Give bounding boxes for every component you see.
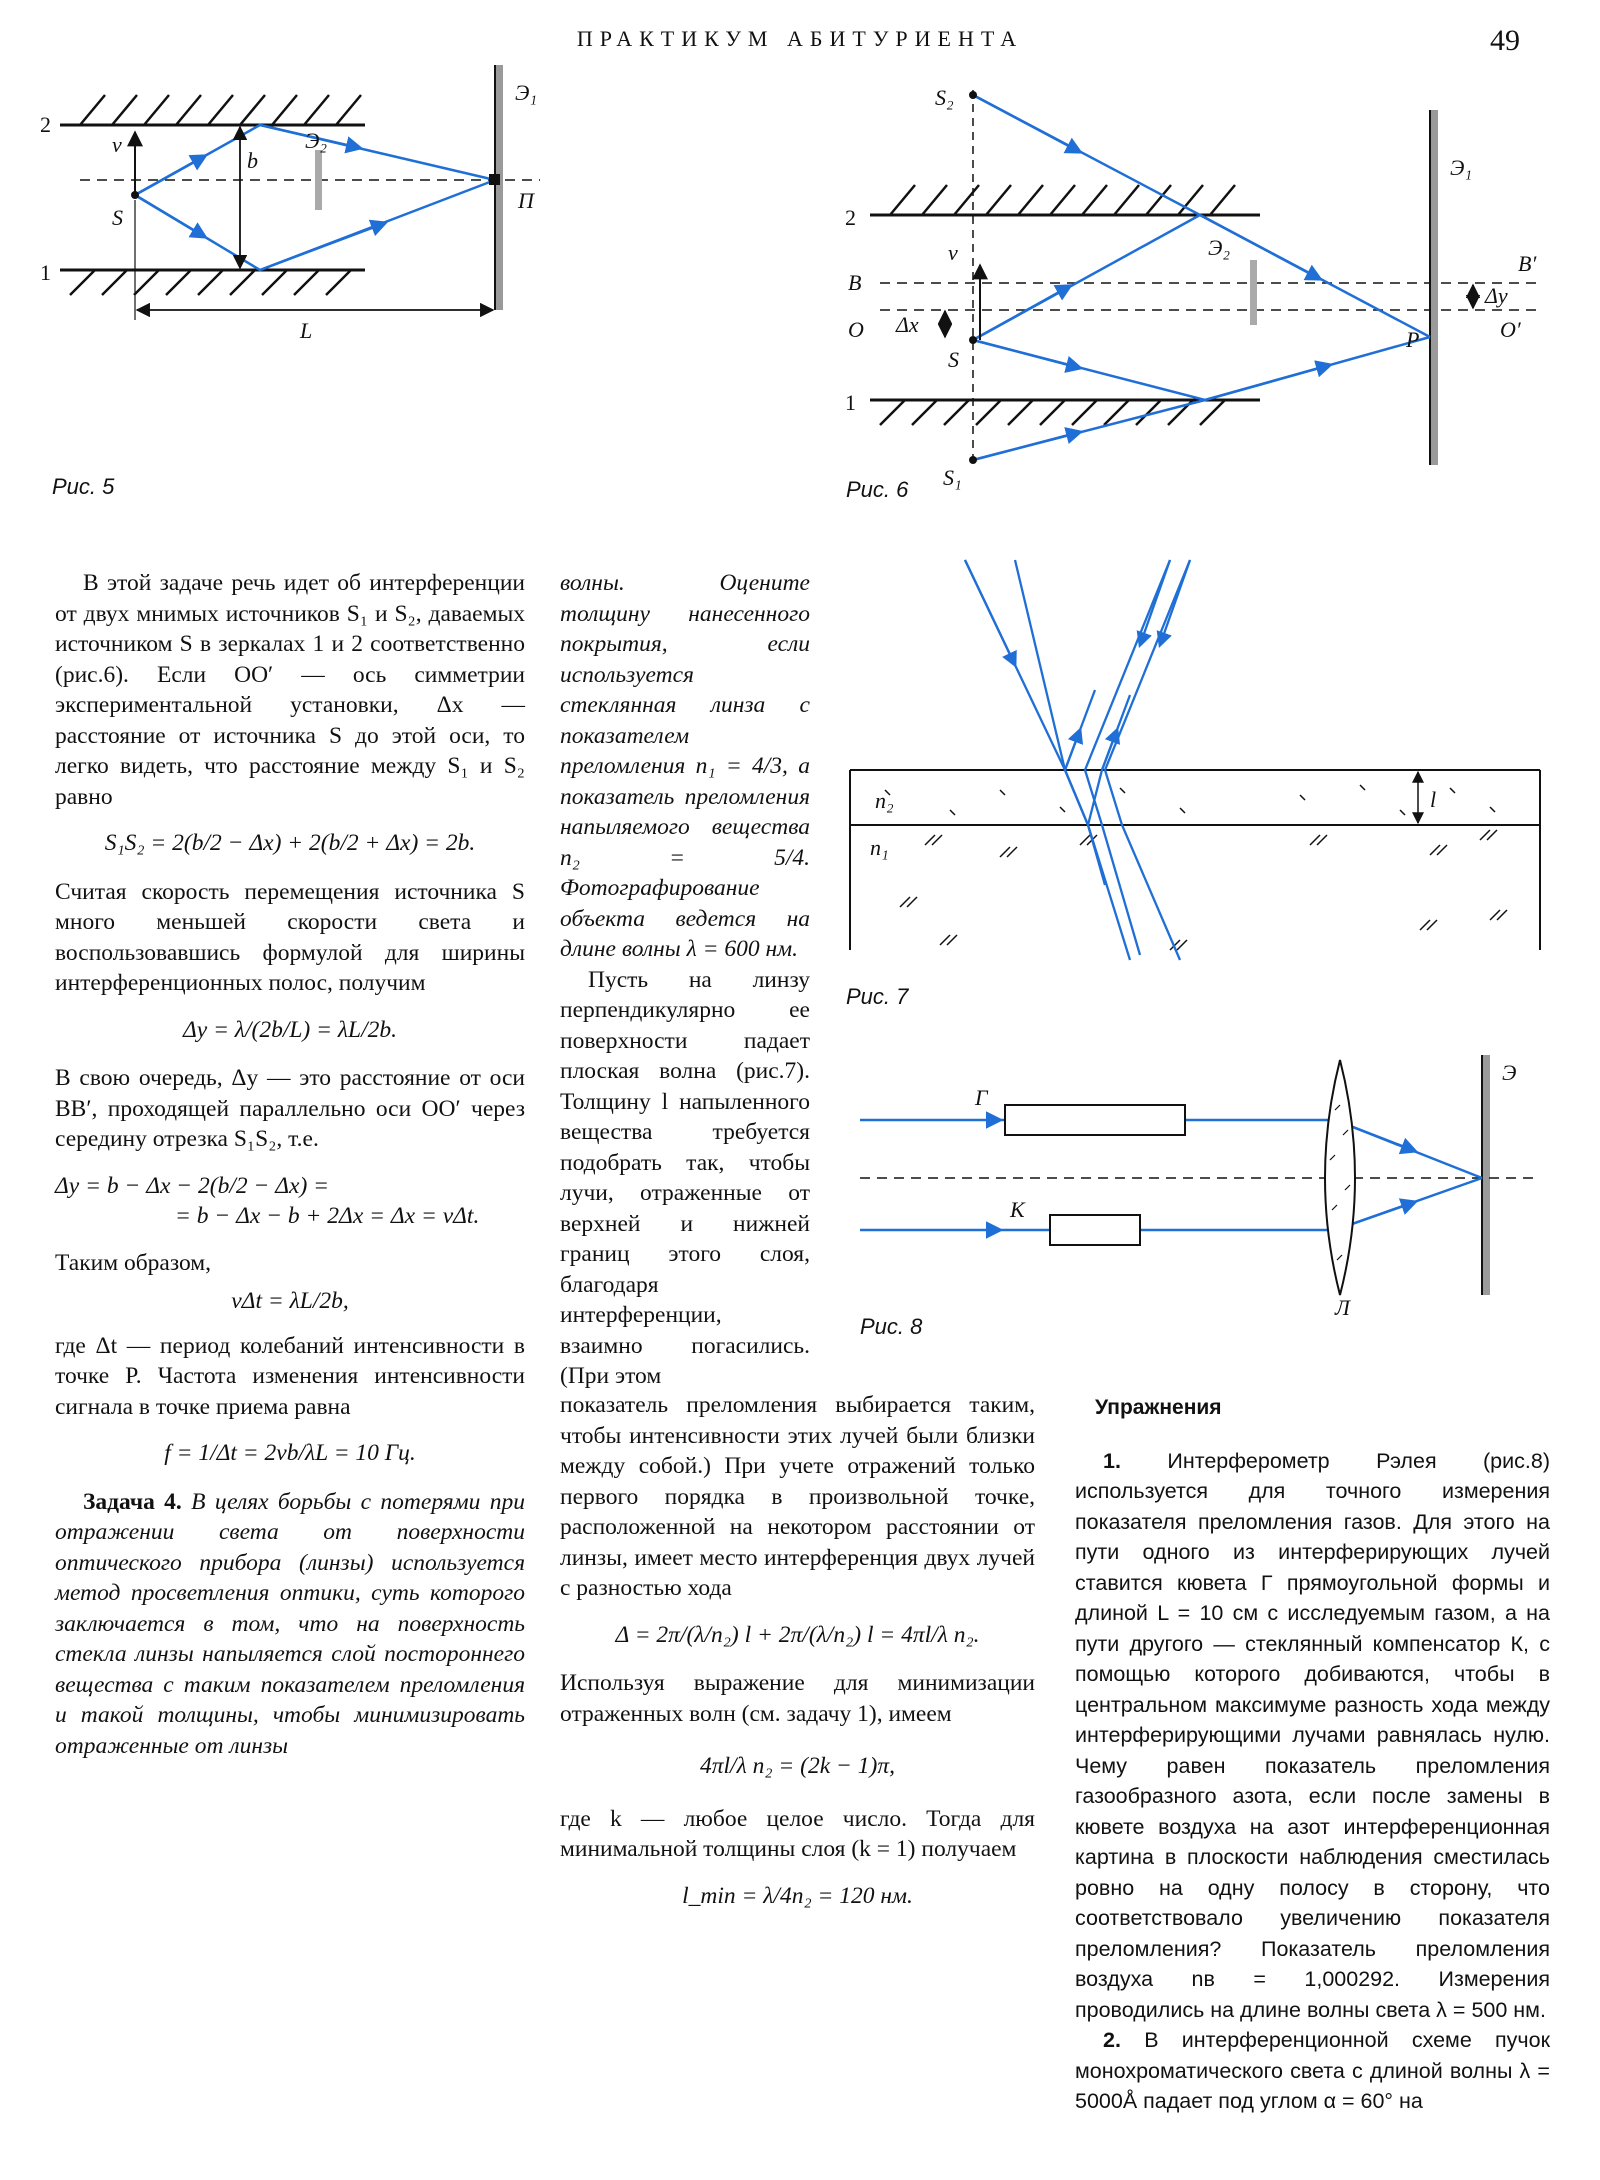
compensator-k [1050,1215,1140,1245]
exercise-1-text: Интерферометр Рэлея (рис.8) используется для точного измерения показателя преломления газов. Для этого на пути одного из интерферирующих лучей ставится кювета Г прямоугольной формы и длиной L = 10 см с исследуемым газом, а на пути другого — стеклянный компенсатор К, с помощью которого добиваются, чтобы в центральном максимуме разность хода между интерферирующими лучами равнялась нулю. Чему равен показатель преломления газообразного азота, если после замены в кювете воздуха на азот интерференционная картина в плоскости наблюдения сместилась ровно на одну полосу в сторону, что соответствовало увеличению показателя преломления? Показатель преломления воздуха nв = 1,000292. Измерения проводились на длине волны света λ = 500 нм. [1075,1448,1550,2022]
fig6-label-o: O [848,317,864,342]
fig5-label-s: S [112,205,123,230]
fig8-label-lens: Л [1335,1295,1350,1320]
caption-fig7: Рис. 7 [846,984,909,1009]
fig6-label-p: P [1406,327,1420,352]
figure-8 [840,1050,1560,1340]
task4-text: В целях борьбы с потерями при отражении света от поверхности оптического прибора (линзы) используется метод просветления оптики, суть которого заключается в том, что на поверхность стекла линзы напыляется слой постороннего вещества с таким показателем преломления и такой толщины, чтобы минимизировать отраженные от линзы [55,1488,526,1759]
fig6-label-s1: S₁ [943,465,962,490]
fig6-label-dy: Δy [1485,283,1508,308]
col1-equation-5: f = 1/Δt = 2vb/λL = 10 Гц. [164,1440,416,1466]
fig5-label-l: L [300,318,313,343]
fig5-label-e1: Э₁ [515,80,538,105]
fig6-label-v: v [948,240,958,265]
figure-7 [840,545,1560,965]
fig7-label-l: l [1430,787,1437,812]
fig7-label-n2: n₂ [875,788,894,813]
fig5-label-e2: Э₂ [305,128,328,153]
col1-paragraph-2: Считая скорость перемещения источника S много меньшей скорости света и воспользовавшись формулой для ширины интерференционных полос, получим [55,878,525,996]
fig8-label-k: К [1010,1197,1025,1222]
col2-equation-3: l_min = λ/4n₂ = 120 нм. [682,1882,913,1909]
col1-equation-1: S₁S₂ = 2(b/2 − Δx) + 2(b/2 + Δx) = 2b. [104,830,476,856]
screen-e1 [495,65,503,310]
point-p [489,174,500,185]
fig6-label-s2: S₂ [935,85,954,110]
col2-paragraph-2a: Пусть на линзу перпендикулярно ее поверхности падает плоская волна (рис.7). Толщину l напыленного вещества требуется подобрать так, чтобы лучи, отраженные от верхней и нижней границ этого слоя, благодаря интерференции, взаимно погасились. (При этом [560,966,810,1389]
col2-paragraph-2b: показатель преломления выбирается таким, чтобы интенсивности этих лучей были близки между собой.) При учете отражений только первого порядка в произвольной точке, расположенной на некотором расстоянии от линзы, имеет место интерференция двух лучей с разностью хода [560,1392,1035,1601]
col2-paragraph-3: Используя выражение для минимизации отраженных волн (см. задачу 1), имеем [560,1670,1035,1727]
fig6-label-e1: Э₁ [1450,155,1473,180]
fig8-label-g: Г [975,1085,988,1110]
col1-equation-2: Δy = λ/(2b/L) = λL/2b. [182,1016,398,1043]
fig8-label-e: Э [1502,1060,1517,1085]
column-3 [1075,1385,1550,2117]
caption-fig6: Рис. 6 [846,477,909,502]
fig5-label-b: b [247,148,258,173]
fig5-label-2: 2 [40,112,51,137]
caption-fig5: Рис. 5 [52,474,115,499]
fig6-label-e2: Э₂ [1208,235,1231,260]
task4-label: Задача 4. [83,1488,182,1515]
fig7-label-n1: n₁ [870,835,889,860]
exercise-1-number: 1. [1103,1448,1121,1473]
col2-equation-2: 4πl/λ n₂ = (2k − 1)π, [700,1753,895,1779]
col2-paragraph-1: волны. Оцените толщину нанесенного покрытия, если используется стеклянная линза с показателем преломления n₁ = 4/3, а показатель преломления напыляемого вещества n₂ = 5/4. Фотографирование объекта ведется на длине волны λ = 600 нм. [560,570,810,962]
running-header: ПРАКТИКУМ АБИТУРИЕНТА [576,26,1024,51]
col2-equation-1: Δ = 2π/(λ/n₂) l + 2π/(λ/n₂) l = 4πl/λ n₂. [615,1621,980,1648]
fig6-label-2: 2 [845,205,856,230]
fig6-label-bprime: B′ [1518,251,1537,276]
column-2-bottom [560,1390,1035,1929]
col1-equation-4: vΔt = λL/2b, [231,1288,349,1314]
column-1 [55,568,525,1761]
col1-equation-3a: Δy = b − Δx − 2(b/2 − Δx) = [55,1172,330,1199]
fig6-label-dx: Δx [896,312,919,337]
exercises-heading: Упражнения [1095,1396,1222,1419]
fig6-label-1: 1 [845,390,856,415]
fig6-label-s: S [948,347,959,372]
exercise-2-number: 2. [1103,2028,1121,2052]
col2-paragraph-4: где k — любое целое число. Тогда для минимальной толщины слоя (k = 1) получаем [560,1805,1035,1862]
screen-e2 [315,150,322,210]
cuvette-g [1005,1105,1185,1135]
page-number: 49 [1490,24,1520,57]
col1-paragraph-5: где Δt — период колебаний интенсивности в точке P. Частота изменения интенсивности сигнала в точке приема равна [55,1332,525,1420]
mirror-2-hatching [80,95,361,125]
mirror-1-hatching [70,270,351,295]
fig6-label-oprime: O′ [1500,317,1521,342]
lens [1325,1060,1355,1295]
fig5-label-v: v [112,132,122,157]
col1-equation-3b: = b − Δx − b + 2Δx = Δx = vΔt. [175,1203,480,1229]
column-2-top [560,568,810,1392]
fig6-label-b: B [848,270,862,295]
col1-paragraph-1: В этой задаче речь идет об интерференции от двух мнимых источников S₁ и S₂, даваемых источником S в зеркалах 1 и 2 соответственно (рис.6). Если OO′ — ось симметрии экспериментальной установки, Δx — расстояние от источника S до этой оси, то легко видеть, что расстояние между S₁ и S₂ равно [55,570,525,810]
figure-6 [840,75,1560,495]
col1-paragraph-3: В свою очередь, Δy — это расстояние от оси BB′, проходящей параллельно оси OO′ через середину отрезка S₁S₂, т.е. [55,1065,525,1152]
exercise-2-text: В интерференционной схеме пучок монохроматического света с длиной волны λ = 5000Å падает под углом α = 60° на [1075,2028,1550,2113]
fig5-label-1: 1 [40,260,51,285]
fig5-label-p: П [518,188,534,213]
figure-5 [40,80,780,440]
caption-fig8: Рис. 8 [860,1314,923,1339]
col1-paragraph-4: Таким образом, [55,1249,212,1276]
